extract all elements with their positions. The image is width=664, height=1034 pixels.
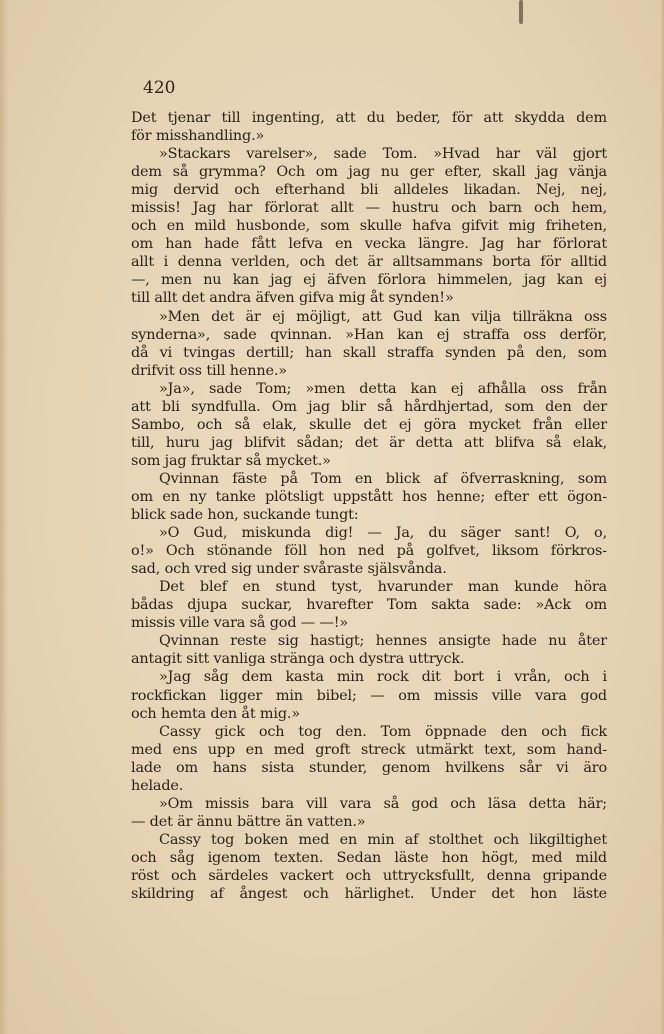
text-line: Sambo, och så elak, skulle det ej göra mycket från eller (131, 416, 607, 433)
text-line: — det är ännu bättre än vatten.» (131, 813, 366, 830)
text-line: med ens upp en med groft streck utmärkt text, som hand- (131, 741, 607, 758)
text-line: »Jag såg dem kasta min rock dit bort i vrån, och i (159, 669, 607, 686)
text-line: Qvinnan fäste på Tom en blick af öfverraskning, som (159, 470, 607, 487)
text-line: —, men nu kan jag ej äfven förlora himmelen, jag kan ej (131, 272, 607, 289)
text-line: »Stackars varelser», sade Tom. »Hvad har väl gjort (159, 146, 607, 163)
text-line: allt i denna verlden, och det är alltsammans borta för alltid (131, 254, 607, 271)
text-line: om han hade fått lefva en vecka längre. Jag har förlorat (131, 236, 607, 253)
text-line: missis ville vara så god — —!» (131, 615, 348, 632)
text-line: antagit sitt vanliga stränga och dystra uttryck. (131, 651, 465, 668)
text-line: synderna», sade qvinnan. »Han kan ej straffa oss derför, (131, 326, 607, 343)
ink-mark (519, 0, 523, 24)
text-line: missis! Jag har förlorat allt — hustru och barn och hem, (131, 200, 607, 217)
text-line: Cassy gick och tog den. Tom öppnade den och fick (159, 723, 607, 740)
body-text (131, 109, 607, 903)
text-line: och såg igenom texten. Sedan läste hon högt, med mild (131, 849, 607, 866)
text-line: »Men det är ej möjligt, att Gud kan vilja tillräkna oss (159, 308, 607, 325)
text-line: röst och särdeles vackert och uttrycksfullt, denna gripande (131, 867, 607, 884)
text-line: »Ja», sade Tom; »men detta kan ej afhålla oss från (159, 380, 607, 397)
text-line: drifvit oss till henne.» (131, 362, 287, 379)
text-line: Cassy tog boken med en min af stolthet och likgiltighet (159, 831, 607, 848)
text-line: »O Gud, miskunda dig! — Ja, du säger sant! O, o, (159, 525, 607, 542)
text-line: skildring af ångest och härlighet. Under det hon läste (131, 886, 607, 903)
text-line: lade om hans sista stunder, genom hvilkens sår vi äro (131, 759, 607, 776)
page-edge-right (660, 0, 664, 1034)
text-line: då vi tvingas dertill; han skall straffa synden på den, som (131, 344, 607, 361)
text-line: bådas djupa suckar, hvarefter Tom sakta sade: »Ack om (131, 597, 607, 614)
text-line: och en mild husbonde, som skulle hafva gifvit mig friheten, (131, 218, 607, 235)
text-line: till, huru jag blifvit sådan; det är detta att blifva så elak, (131, 434, 607, 451)
text-line: för misshandling.» (131, 128, 265, 145)
text-line: Qvinnan reste sig hastigt; hennes ansigte hade nu åter (159, 633, 607, 650)
text-line: och hemta den åt mig.» (131, 705, 300, 722)
text-line: sad, och vred sig under svåraste själsvånda. (131, 561, 447, 578)
page-edge-left (0, 0, 8, 1034)
text-line: mig dervid och efterhand bli alldeles likadan. Nej, nej, (131, 182, 607, 199)
text-line: som jag fruktar så mycket.» (131, 452, 331, 469)
text-line: att bli syndfulla. Om jag blir så hårdhjertad, som den der (131, 398, 607, 415)
text-line: Det blef en stund tyst, hvarunder man kunde höra (159, 579, 607, 596)
text-line: blick sade hon, suckande tungt: (131, 507, 359, 524)
text-line: »Om missis bara vill vara så god och läsa detta här; (159, 795, 607, 812)
text-line: rockfickan ligger min bibel; — om missis ville vara god (131, 687, 607, 704)
page-number: 420 (143, 78, 176, 98)
text-line: o!» Och stönande föll hon ned på golfvet, liksom förkros- (131, 543, 607, 560)
text-line: till allt det andra äfven gifva mig åt synden!» (131, 290, 454, 307)
text-line: om en ny tanke plötsligt uppstått hos henne; efter ett ögon- (131, 488, 607, 505)
text-line: dem så grymma? Och om jag nu ger efter, skall jag vänja (131, 164, 607, 181)
text-line: helade. (131, 777, 184, 794)
text-line: Det tjenar till ingenting, att du beder, för att skydda dem (131, 110, 607, 126)
